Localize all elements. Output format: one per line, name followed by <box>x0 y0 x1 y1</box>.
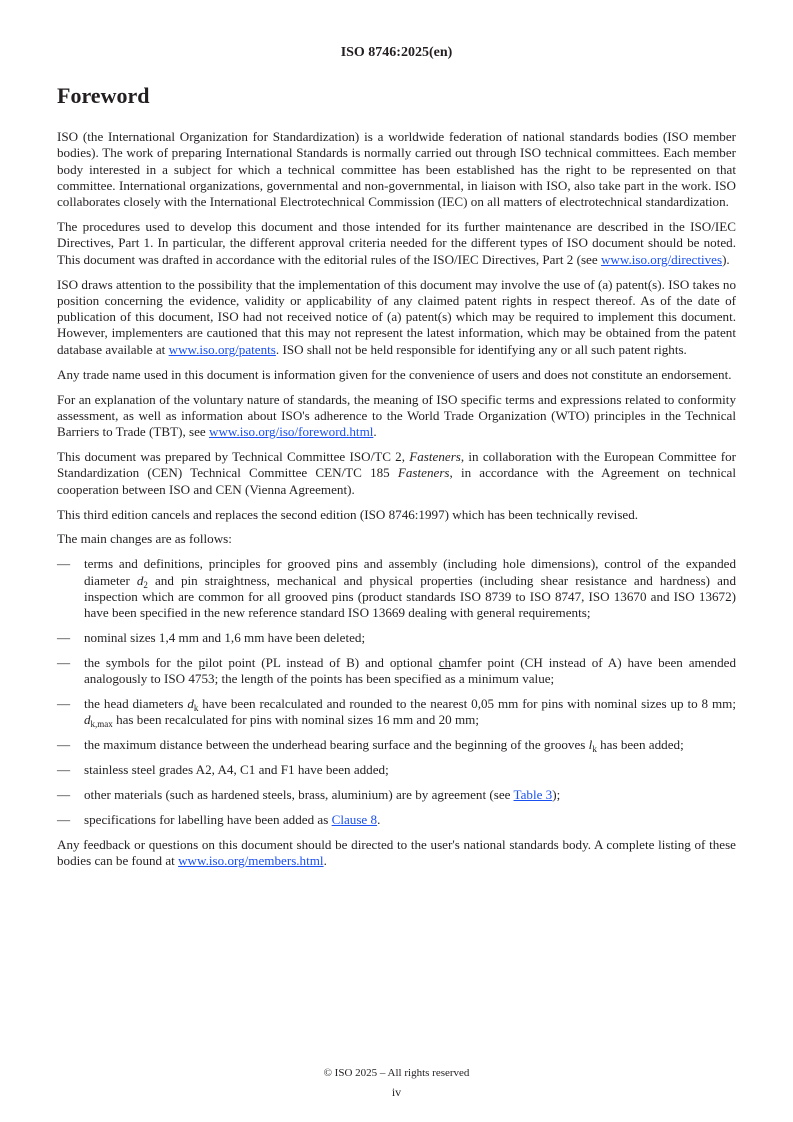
dash-bullet: — <box>57 762 71 778</box>
text: ); <box>552 787 561 803</box>
text: terms and definitions, principles for grooved pins and assembly (including hole dimensions), control of the expanded diameter <box>84 556 736 588</box>
paragraph-feedback <box>57 837 736 870</box>
clause-8-link[interactable]: Clause 8 <box>331 812 378 827</box>
text: . ISO shall not be held responsible for identifying any or all such patent rights. <box>275 341 687 357</box>
text: nominal sizes 1,4 mm and 1,6 mm have been deleted; <box>84 630 366 646</box>
text: has been recalculated for pins with nominal sizes 16 mm and 20 mm; <box>112 712 479 728</box>
italic-term: Fasteners <box>397 465 450 481</box>
text: the symbols for the <box>84 654 199 670</box>
text: have been recalculated and rounded to the nearest 0,05 mm for pins with nominal sizes up to 8 mm; <box>198 696 736 712</box>
copyright-notice: © ISO 2025 – All rights reserved <box>323 1067 470 1079</box>
text: has been added; <box>596 737 684 753</box>
list-item <box>57 556 736 621</box>
text: . <box>323 853 327 869</box>
text: and pin straightness, mechanical and physical properties (including shear resistance and hardness) and inspection which are common for all grooved pins (product standards ISO 8739 to ISO 8747, ISO 13670 and ISO 13672) have been specified in the new reference standard ISO 13669 dealing with general requirements; <box>84 572 737 621</box>
text: specifications for labelling have been added as <box>84 812 332 827</box>
dash-bullet: — <box>57 630 71 646</box>
members-link[interactable]: www.iso.org/members.html <box>178 853 324 869</box>
text: , in collaboration with the European Committee for Standardization (CEN) Technical Committee CEN/TC 185 <box>57 449 736 481</box>
text: ). <box>722 251 730 267</box>
text: the head diameters <box>84 696 188 712</box>
foreword-body <box>57 129 736 878</box>
directives-link[interactable]: www.iso.org/directives <box>600 251 723 267</box>
dash-bullet: — <box>57 556 71 572</box>
paragraph-patents <box>57 277 736 358</box>
paragraph-trade-name: Any trade name used in this document is information given for the convenience of users and does not constitute an endorsement. <box>57 366 732 382</box>
patents-link[interactable]: www.iso.org/patents <box>168 341 276 357</box>
dash-bullet: — <box>57 696 71 712</box>
text: the maximum distance between the underhead bearing surface and the beginning of the grooves <box>84 737 589 753</box>
underlined-letter: p <box>198 654 206 670</box>
changes-list <box>57 556 736 828</box>
symbol: d <box>136 572 144 588</box>
dash-bullet: — <box>57 787 71 803</box>
text: amfer point (CH instead of A) have been amended analogously to ISO 4753; the length of the points has been specified as a minimum value; <box>84 654 736 687</box>
paragraph-main-changes-intro: The main changes are as follows: <box>57 531 232 547</box>
subscript: k <box>592 744 597 755</box>
symbol: l <box>588 737 593 753</box>
list-item <box>57 737 736 753</box>
dash-bullet: — <box>57 654 71 670</box>
symbol: d <box>84 712 91 728</box>
list-item <box>57 696 736 729</box>
subscript: k,max <box>90 719 113 730</box>
paragraph-voluntary-nature <box>57 392 736 441</box>
text: ilot point (PL instead of B) and optional <box>205 654 439 670</box>
underlined-letters: ch <box>438 654 452 670</box>
subscript: k <box>193 703 199 714</box>
list-item <box>57 630 736 646</box>
paragraph-committee <box>57 449 736 498</box>
dash-bullet: — <box>57 812 71 827</box>
list-item <box>57 787 736 803</box>
page-number: iv <box>391 1085 402 1099</box>
text: This document was prepared by Technical Committee ISO/TC 2, <box>57 449 410 465</box>
symbol: d <box>187 696 194 712</box>
dash-bullet: — <box>57 737 71 753</box>
text: , in accordance with the Agreement on technical cooperation between ISO and CEN (Vienna Agreement). <box>57 465 737 497</box>
text: Any feedback or questions on this document should be directed to the user's national standards body. A complete listing of these bodies can be found at <box>57 836 736 869</box>
paragraph-procedures <box>57 219 736 268</box>
list-item <box>57 812 736 828</box>
text: ISO draws attention to the possibility that the implementation of this document may involve the use of (a) patent(s). ISO takes no position concerning the evidence, validity or applicability of any claimed patent rights in respect thereof. As of the date of publication of this document, ISO had not received notice of (a) patent(s) which may be required to implement this document. However, implementers are cautioned that this may not represent the latest information, which may be obtained from the patent database available at <box>57 276 736 357</box>
paragraph-edition: This third edition cancels and replaces the second edition (ISO 8746:1997) which has been technically revised. <box>57 506 639 522</box>
list-item <box>57 655 736 688</box>
text: The procedures used to develop this document and those intended for its further maintenance are described in the ISO/IEC Directives, Part 1. In particular, the different approval criteria needed for the different types of ISO document should be noted. This document was drafted in accordance with the editorial rules of the ISO/IEC Directives, Part 2 (see <box>57 219 736 267</box>
document-id-header: ISO 8746:2025(en) <box>340 45 453 60</box>
subscript: 2 <box>143 579 148 590</box>
text: other materials (such as hardened steels, brass, aluminium) are by agreement (see <box>84 787 514 803</box>
list-item <box>57 762 736 778</box>
italic-term: Fasteners <box>409 449 461 465</box>
paragraph-iso-intro: ISO (the International Organization for Standardization) is a worldwide federation of national standards bodies (ISO member bodies). The work of preparing International Standards is normally carried out through ISO technical committees. Each member body interested in a subject for which a technical committee has been established has the right to be represented on that committee. International organizations, governmental and non-governmental, in liaison with ISO, also take part in the work. ISO collaborates closely with the International Electrotechnical Commission (IEC) on all matters of electrotechnical standardization. <box>57 129 736 210</box>
table-3-link[interactable]: Table 3 <box>513 787 553 803</box>
text: For an explanation of the voluntary nature of standards, the meaning of ISO specific terms and expressions related to conformity assessment, as well as information about ISO's adherence to the World Trade Organization (WTO) principles in the Technical Barriers to Trade (TBT), see <box>57 391 736 440</box>
text: stainless steel grades A2, A4, C1 and F1 have been added; <box>84 762 389 778</box>
text: . <box>373 424 377 440</box>
foreword-link[interactable]: www.iso.org/iso/foreword.html <box>209 424 374 440</box>
text: . <box>377 812 381 827</box>
page-title: Foreword <box>57 83 150 108</box>
